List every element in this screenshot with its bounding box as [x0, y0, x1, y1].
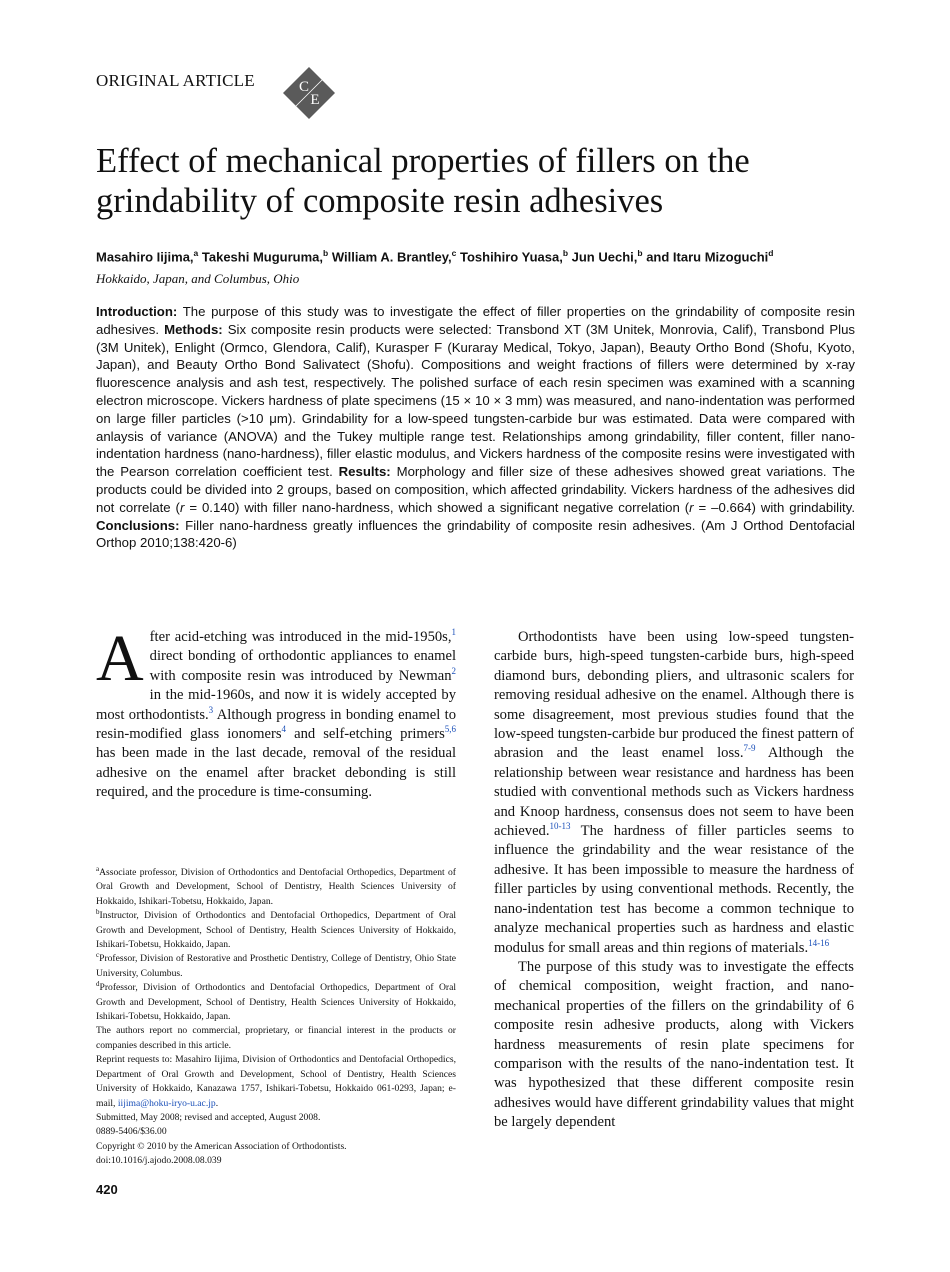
footnote-d: [96, 981, 456, 1024]
footnote-reprint: [96, 1053, 456, 1111]
abstract-conclusions-label: Conclusions:: [96, 517, 180, 533]
reference-link[interactable]: 10-13: [549, 821, 571, 832]
body-text: Although progress in bonding enamel to resin-modified glass ionomers: [96, 706, 456, 743]
correlation-symbol: r: [689, 499, 694, 515]
author-name: Masahiro Iijima,: [96, 249, 194, 265]
body-text: has been made in the last decade, removal of the residual adhesive on the enamel after bracket debonding is still required, and the procedure is time-consuming.: [96, 745, 456, 801]
author-name: William A. Brantley,: [328, 249, 452, 265]
affiliation-mark: d: [768, 248, 774, 258]
affiliation-mark: b: [562, 248, 569, 258]
author-list: [96, 248, 896, 264]
reference-link[interactable]: 1: [451, 627, 456, 638]
abstract: [96, 303, 855, 552]
footnote-issn: 0889-5406/$36.00: [96, 1126, 167, 1138]
footnote-doi: doi:10.1016/j.ajodo.2008.08.039: [96, 1155, 222, 1167]
footnote-text: Instructor, Division of Orthodontics and Dentofacial Orthopedics, Department of Oral Growth and Development, School of Dentistry, Health Sciences University of Hokkaido, Ishikari-Tobetsu, Hokkaido, Japan.: [96, 910, 456, 951]
abstract-results-label: Results:: [338, 464, 391, 480]
logo-letter-c: C: [298, 79, 310, 95]
footnote-c: [96, 952, 456, 981]
footnote-copyright: Copyright © 2010 by the American Association of Orthodontists.: [96, 1140, 347, 1152]
footnote-text: Associate professor, Division of Orthodontics and Dentofacial Orthopedics, Department of Oral Growth and Development, School of Dentistry, Health Sciences University of Hokkaido, Ishikari-Tobetsu, Hokkaido, Japan.: [96, 867, 456, 907]
footnote-text: .: [215, 1097, 219, 1109]
body-text: in the mid-1960s, and now it is widely accepted by most orthodontists.: [96, 687, 456, 723]
footnote-mark: b: [96, 908, 100, 917]
abstract-results-text: = 0.140) with filler nano-hardness, which showed a significant negative correlation (: [184, 499, 690, 515]
body-text: The hardness of filler particles seems to influence the grindability and the wear resistance of the adhesive. It has been impossible to measure the hardness of filler particles by using conventional methods. Recently, the nano-indentation test has become a common technique to analyze mechanical properties such as hardness and elastic modulus for small areas and thin regions of materials.: [494, 823, 854, 956]
body-paragraph: [494, 628, 854, 958]
abstract-methods-label: Methods:: [164, 321, 223, 337]
email-link[interactable]: iijima@hoku-iryo-u.ac.jp: [117, 1097, 216, 1109]
footnote-a: [96, 866, 456, 909]
footnote-b: [96, 909, 456, 952]
reference-link[interactable]: 14-16: [808, 937, 830, 948]
page-number: 420: [96, 1182, 118, 1197]
logo-letter-e: E: [310, 92, 320, 108]
author-name: Jun Uechi,: [568, 249, 638, 265]
author-name: Toshihiro Yuasa,: [456, 249, 563, 265]
reference-link[interactable]: 3: [208, 704, 214, 715]
correlation-symbol: r: [179, 499, 185, 515]
body-text: Although the relationship between wear resistance and hardness has been studied with conventional methods such as Vickers hardness and Knoop hardness, consensus does not seem to have been achieved.: [494, 745, 854, 840]
section-label: ORIGINAL ARTICLE: [96, 71, 255, 90]
author-name: and Itaru Mizoguchi: [642, 249, 769, 265]
footnote-mark: a: [96, 864, 100, 873]
body-text: direct bonding of orthodontic appliances to enamel with composite resin was introduced by Newman: [149, 648, 456, 684]
reference-link[interactable]: 5,6: [444, 724, 457, 735]
drop-cap: A: [96, 622, 144, 695]
body-text: fter acid-etching was introduced in the mid-1950s,: [149, 629, 452, 645]
footnote-interest: The authors report no commercial, proprietary, or financial interest in the products or companies described in this article.: [96, 1025, 456, 1051]
affiliation-mark: b: [323, 248, 329, 258]
footnote-text: Professor, Division of Restorative and Prosthetic Dentistry, College of Dentistry, Ohio State University, Columbus.: [96, 953, 456, 979]
footnote-mark: d: [96, 980, 100, 989]
abstract-conclusions-text: Filler nano-hardness greatly influences the grindability of composite resin adhesives. (Am J Orthod Dentofacial Orthop 2010;138:420-6): [96, 517, 855, 551]
footnote-text: Reprint requests to: Masahiro Iijima, Division of Orthodontics and Dentofacial Orthopedics, Department of Oral Growth and Development, School of Dentistry, Health Sciences University of Hokkaido, Kanazawa 1757, Ishikari-Tobetsu, Hokkaido 061-0293, Japan; e-mail,: [96, 1054, 456, 1109]
reference-link[interactable]: 4: [281, 724, 287, 735]
footnote-text: Professor, Division of Orthodontics and Dentofacial Orthopedics, Department of Oral Growth and Development, School of Dentistry, Health Sciences University of Hokkaido, Ishikari-Tobetsu, Hokkaido, Japan.: [96, 982, 456, 1023]
footnote-submitted: Submitted, May 2008; revised and accepted, August 2008.: [96, 1111, 321, 1123]
affiliation-mark: b: [637, 248, 643, 258]
ce-logo-icon: [283, 67, 335, 119]
body-paragraph: The purpose of this study was to investigate the effects of chemical composition, weight fraction, and nano-mechanical properties of the fillers on the grindability of 6 composite resin adhesive products, along with Vickers hardness measurements of resin plate specimens for comparison with the results of the nano-indentation test. It was hypothesized that these different composite resin adhesives would have different grindability values that might be largely dependent: [494, 958, 854, 1131]
abstract-results-text: Morphology and filler size of these adhesives showed great variations. The products could be divided into 2 groups, based on composition, which affected grindability. Vickers hardness of the adhesives did not correlate (: [96, 464, 855, 515]
affiliation-mark: c: [451, 248, 457, 258]
abstract-intro-label: Introduction:: [96, 304, 178, 319]
reference-link[interactable]: 7-9: [743, 743, 756, 754]
footnote-mark: c: [96, 951, 100, 960]
abstract-intro-text: The purpose of this study was to investigate the effect of filler properties on the grindability of composite resin adhesives.: [96, 304, 855, 337]
author-name: Takeshi Muguruma,: [198, 249, 324, 265]
body-column-right: [494, 628, 854, 1133]
body-column-left: [96, 622, 457, 803]
footnotes: [96, 866, 456, 1169]
abstract-results-text: = –0.664) with grindability.: [693, 499, 855, 515]
author-location: Hokkaido, Japan, and Columbus, Ohio: [96, 271, 300, 286]
body-text: and self-etching primers: [286, 726, 445, 743]
body-paragraph: [96, 622, 457, 803]
body-text: Orthodontists have been using low-speed tungsten-carbide burs, high-speed tungsten-carbide burs, high-speed diamond burs, debonding pliers, and ultrasonic scalers for removing residual adhesive on the enamel. Although there is some disagreement, most previous studies found that the low-speed tungsten-carbide bur produced the finest pattern of abrasion and the least enamel loss.: [494, 629, 854, 762]
abstract-methods-text: Six composite resin products were selected: Transbond XT (3M Unitek, Monrovia, Calif), Transbond Plus (3M Unitek), Enlight (Ormco, Glendora, Calif), Kurasper F (Kuraray Medical, Tokyo, Japan), Beauty Ortho Bond (Shofu, Kyoto, Japan), and Beauty Ortho Bond Salivatect (Shofu). Compositions and weight fractions of fillers were determined by x-ray fluorescence analysis and ash test, respectively. The polished surface of each resin specimen was examined with a scanning electron microscope. Vickers hardness of plate specimens (15 × 10 × 3 mm) was measured, and nano-indentation was performed on large filler particles (>10 μm). Grindability for a low-speed tungsten-carbide bur was estimated. Data were compared with anlaysis of variance (ANOVA) and the Tukey multiple range test. Relationships among grindability, filler content, filler nano-indentation hardness (nano-hardness), filler elastic modulus, and Vickers hardness of the composite resins were investigated with the Pearson correlation coefficient test.: [96, 321, 855, 480]
article-title: Effect of mechanical properties of fillers on the grindability of composite resin adhesives: [96, 142, 750, 220]
affiliation-mark: a: [193, 248, 199, 258]
reference-link[interactable]: 2: [451, 665, 456, 676]
